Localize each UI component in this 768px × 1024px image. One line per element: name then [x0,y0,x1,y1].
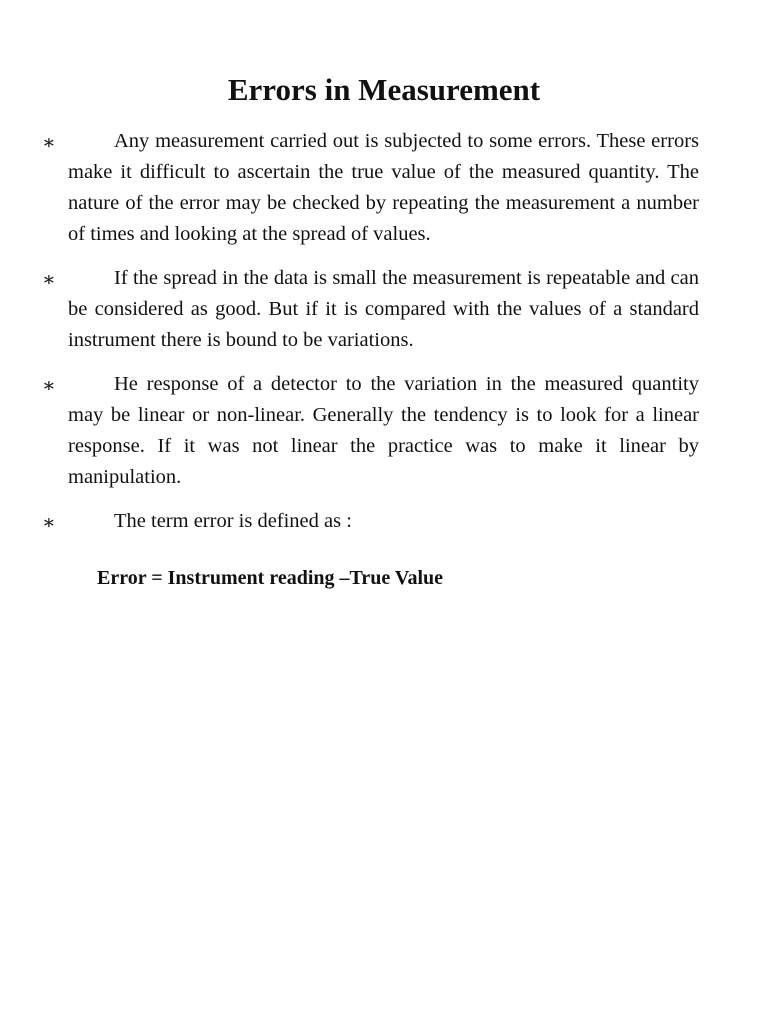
error-formula: Error = Instrument reading –True Value [97,567,444,589]
bullet-item [0,263,699,356]
asterisk-bullet-icon: ∗ [42,512,56,534]
asterisk-bullet-icon: ∗ [42,269,56,291]
bullet-list [0,126,768,550]
bullet-item [0,126,699,250]
bullet-text: Any measurement carried out is subjected to some errors. These errors make it difficult to ascertain the true value of the measured quantity. The nature of the error may be checked by repeating the measurement a number of times and looking at the spread of values. [68,130,699,245]
bullet-text: He response of a detector to the variation in the measured quantity may be linear or non-linear. Generally the tendency is to look for a linear response. If it was not linear the practice was to make it linear by manipulation. [68,373,699,488]
page-title: Errors in Measurement [227,72,541,107]
bullet-item [0,506,699,537]
bullet-item [0,369,699,493]
bullet-text: The term error is defined as : [114,510,352,532]
asterisk-bullet-icon: ∗ [42,375,56,397]
asterisk-bullet-icon: ∗ [42,132,56,154]
bullet-text: If the spread in the data is small the measurement is repeatable and can be considered as good. But if it is compared with the values of a standard instrument there is bound to be variations. [68,267,699,351]
